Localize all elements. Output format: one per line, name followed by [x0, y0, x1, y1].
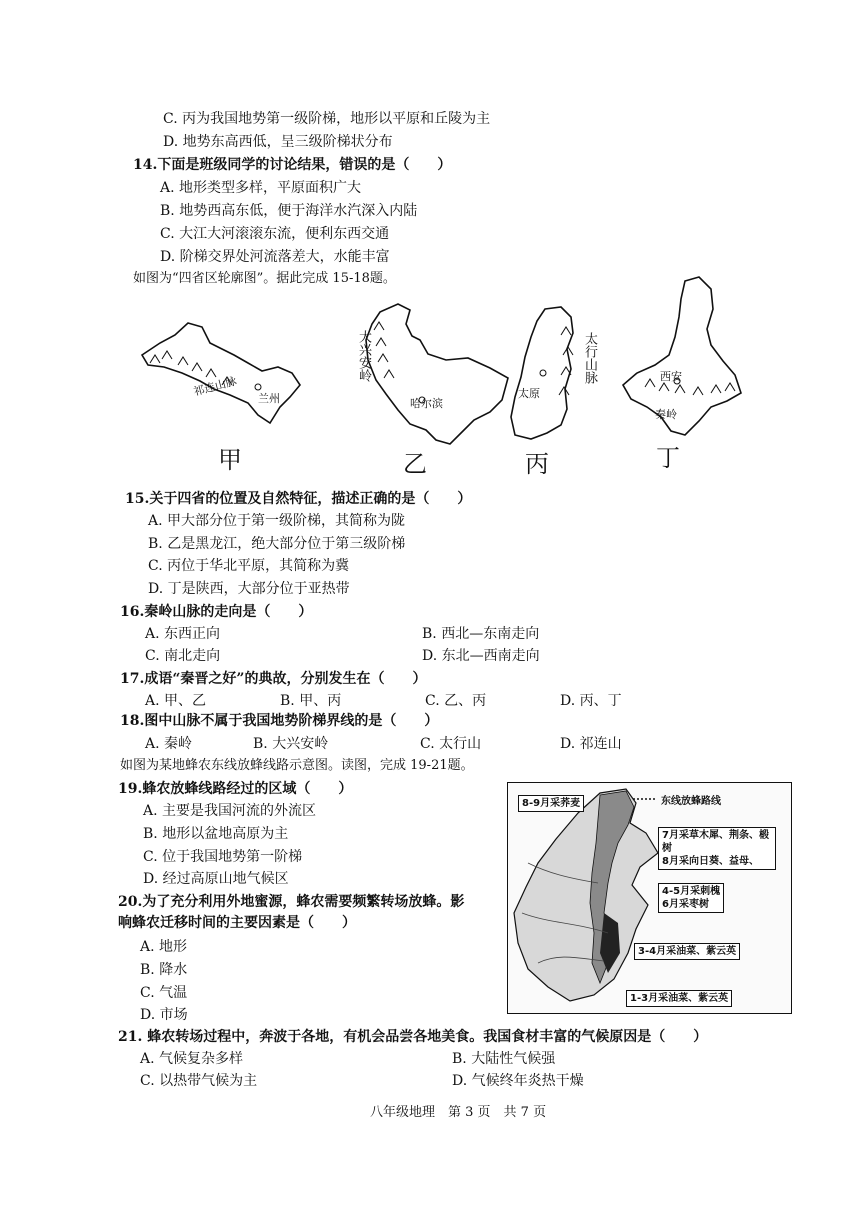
q19-option-b: B. 地形以盆地高原为主 [143, 826, 289, 842]
map-label-jia: 甲 [218, 446, 242, 474]
q19-option-a: A. 主要是我国河流的外流区 [143, 803, 317, 819]
q19-stem: 19.蜂农放蜂线路经过的区域（ ） [118, 781, 353, 797]
q21-stem: 21. 蜂农转场过程中，奔波于各地，有机会品尝各地美食。我国食材丰富的气候原因是（ ） [118, 1029, 708, 1045]
bee-box-apr-jun [658, 883, 724, 913]
q18-option-b: B. 大兴安岭 [253, 736, 329, 752]
q18-option-d: D. 祁连山 [560, 736, 622, 752]
q14-option-c: C. 大江大河滚滚东流，便利东西交通 [160, 226, 390, 242]
bee-box-jan-mar: 1-3月采油菜、紫云英 [626, 990, 732, 1007]
q17-option-c: C. 乙、丙 [425, 693, 487, 709]
bee-box-mar-apr: 3-4月采油菜、紫云英 [634, 943, 740, 960]
page-footer: 八年级地理 第 3 页 共 7 页 [370, 1105, 547, 1120]
q20-stem-line1: 20.为了充分利用外地蜜源，蜂农需要频繁转场放蜂。影 [118, 894, 465, 910]
q13-option-c: C. 丙为我国地势第一级阶梯，地形以平原和丘陵为主 [163, 111, 491, 127]
map-label-ding: 丁 [656, 444, 680, 472]
ding-mountain-label: 秦岭 [655, 408, 677, 421]
q19-option-d: D. 经过高原山地气候区 [143, 871, 289, 887]
q21-option-a: A. 气候复杂多样 [140, 1051, 244, 1067]
province-map-jia [130, 315, 310, 435]
q15-option-d: D. 丁是陕西，大部分位于亚热带 [148, 581, 350, 597]
jia-city-label: 兰州 [258, 392, 280, 405]
yi-mountain-label: 大兴安岭 [356, 330, 371, 382]
q15-option-c: C. 丙位于华北平原，其简称为冀 [148, 558, 350, 574]
q18-stem: 18.图中山脉不属于我国地势阶梯界线的是（ ） [120, 713, 439, 729]
q19-option-c: C. 位于我国地势第一阶梯 [143, 849, 303, 865]
q20-option-c: C. 气温 [140, 985, 188, 1001]
q15-option-a: A. 甲大部分位于第一级阶梯，其简称为陇 [148, 513, 406, 529]
q16-option-c: C. 南北走向 [145, 648, 221, 664]
q20-option-d: D. 市场 [140, 1007, 188, 1023]
bee-box-july: 7月采草木犀、荆条、椴树 [662, 830, 769, 854]
bing-city-label: 太原 [518, 387, 540, 400]
bee-box-jun: 6月采枣树 [662, 899, 709, 910]
q18-option-c: C. 太行山 [420, 736, 482, 752]
province-map-ding [615, 275, 750, 445]
yi-city-label: 哈尔滨 [410, 397, 443, 410]
q17-stem: 17.成语“秦晋之好”的典故，分别发生在（ ） [120, 671, 427, 687]
bee-box-buckwheat: 8-9月采荞麦 [518, 795, 584, 812]
q20-option-b: B. 降水 [140, 962, 188, 978]
bee-map-legend: 东线放蜂路线 [661, 796, 721, 807]
q15-stem: 15.关于四省的位置及自然特征，描述正确的是（ ） [125, 491, 472, 507]
bee-box-apr: 4-5月采刺槐 [662, 886, 721, 897]
q17-option-b: B. 甲、丙 [280, 693, 342, 709]
province-map-yi [350, 300, 515, 450]
q17-option-a: A. 甲、乙 [145, 693, 207, 709]
q13-option-d: D. 地势东高西低，呈三级阶梯状分布 [163, 134, 393, 150]
q21-option-c: C. 以热带气候为主 [140, 1073, 258, 1089]
jia-mountain-label: 祁连山脉 [192, 374, 239, 399]
q21-option-b: B. 大陆性气候强 [452, 1051, 556, 1067]
q14-option-d: D. 阶梯交界处河流落差大，水能丰富 [160, 249, 390, 265]
bee-box-july-aug [658, 827, 776, 870]
q15-option-b: B. 乙是黑龙江，绝大部分位于第三级阶梯 [148, 536, 406, 552]
intro-15-18: 如图为“四省区轮廓图”。据此完成 15-18题。 [133, 271, 396, 286]
ding-city-label: 西安 [660, 370, 682, 383]
q14-option-a: A. 地形类型多样，平原面积广大 [160, 180, 362, 196]
q20-option-a: A. 地形 [140, 939, 188, 955]
q14-stem: 14.下面是班级同学的讨论结果，错误的是（ ） [133, 157, 452, 173]
bee-box-aug: 8月采向日葵、益母、 [662, 856, 759, 867]
q14-option-b: B. 地势西高东低，便于海洋水汽深入内陆 [160, 203, 418, 219]
bing-mountain-label: 太行山脉 [582, 332, 597, 384]
intro-19-21: 如图为某地蜂农东线放蜂线路示意图。读图，完成 19-21题。 [120, 758, 474, 773]
q20-stem-line2: 响蜂农迁移时间的主要因素是（ ） [118, 915, 356, 931]
q16-option-d: D. 东北—西南走向 [422, 648, 540, 664]
q16-option-b: B. 西北—东南走向 [422, 626, 540, 642]
q18-option-a: A. 秦岭 [145, 736, 193, 752]
province-map-bing [505, 305, 590, 445]
q17-option-d: D. 丙、丁 [560, 693, 622, 709]
q16-stem: 16.秦岭山脉的走向是（ ） [120, 604, 313, 620]
bee-route-map [507, 782, 792, 1014]
q16-option-a: A. 东西正向 [145, 626, 221, 642]
map-label-bing: 丙 [525, 450, 549, 478]
q21-option-d: D. 气候终年炎热干燥 [452, 1073, 584, 1089]
map-label-yi: 乙 [403, 450, 427, 478]
